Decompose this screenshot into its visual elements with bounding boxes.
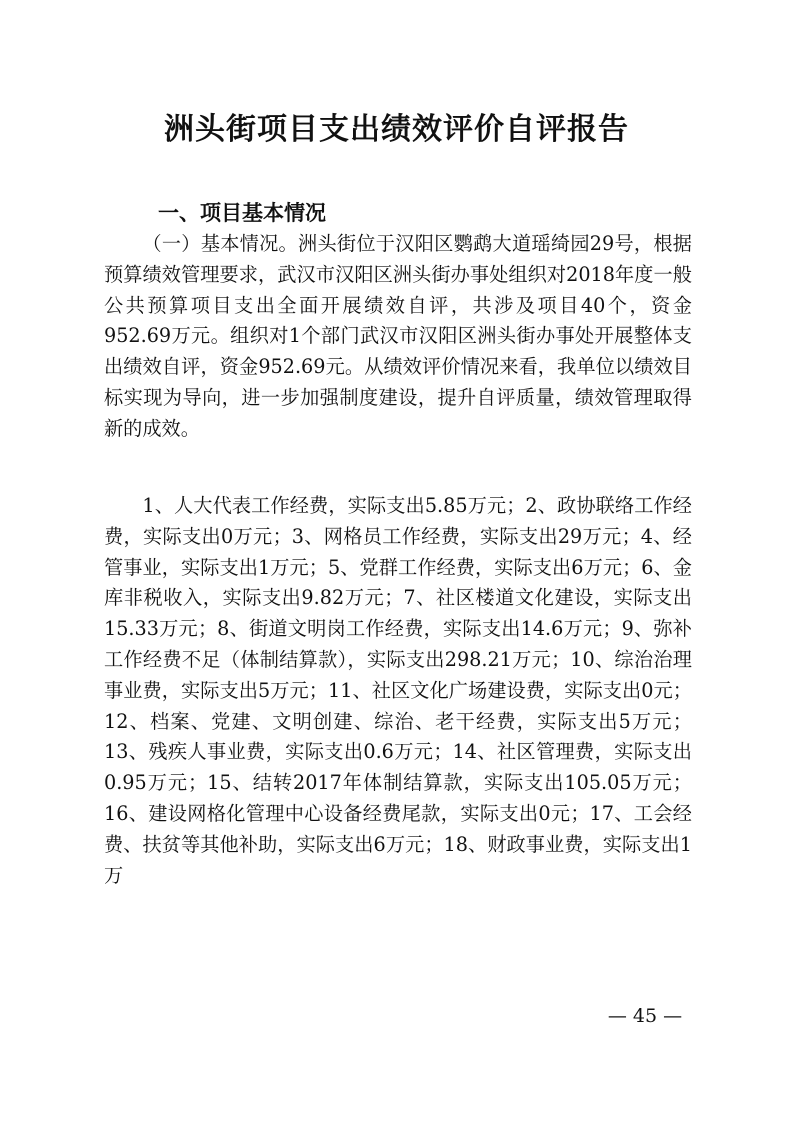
report-title: 洲头街项目支出绩效评价自评报告 — [164, 112, 629, 147]
page-number: — 45 — — [607, 1005, 683, 1027]
paragraph-project-list: 1、人大代表工作经费，实际支出5.85万元；2、政协联络工作经费，实际支出0万元；3、网格员工作经费，实际支出29万元；4、经管事业，实际支出1万元；5、党群工作经费，实际支出6万元；6、金库非税收入，实际支出9.82万元；7、社区楼道文化建设，实际支出15.33万元；8、街道文明岗工作经费，实际支出14.6万元；9、弥补工作经费不足（体制结算款），实际支出298.21万元；10、综治治理事业费，实际支出5万元；11、社区文化广场建设费，实际支出0元；12、档案、党建、文明创建、综治、老干经费，实际支出5万元；13、残疾人事业费，实际支出0.6万元；14、社区管理费，实际支出0.95万元；15、结转2017年体制结算款，实际支出105.05万元；16、建设网格化管理中心设备经费尾款，实际支出0元；17、工会经费、扶贫等其他补助，实际支出6万元；18、财政事业费，实际支出1万 — [104, 494, 692, 887]
section-heading: 一、项目基本情况 — [158, 201, 326, 225]
paragraph-basic-info: （一）基本情况。洲头街位于汉阳区鹦鹉大道瑶绮园29号，根据预算绩效管理要求，武汉市汉阳区洲头街办事处组织对2018年度一般公共预算项目支出全面开展绩效自评，共涉及项目40个，资金952.69万元。组织对1个部门武汉市汉阳区洲头街办事处开展整体支出绩效自评，资金952.69元。从绩效评价情况来看，我单位以绩效目标实现为导向，进一步加强制度建设，提升自评质量，绩效管理取得新的成效。 — [104, 232, 692, 440]
